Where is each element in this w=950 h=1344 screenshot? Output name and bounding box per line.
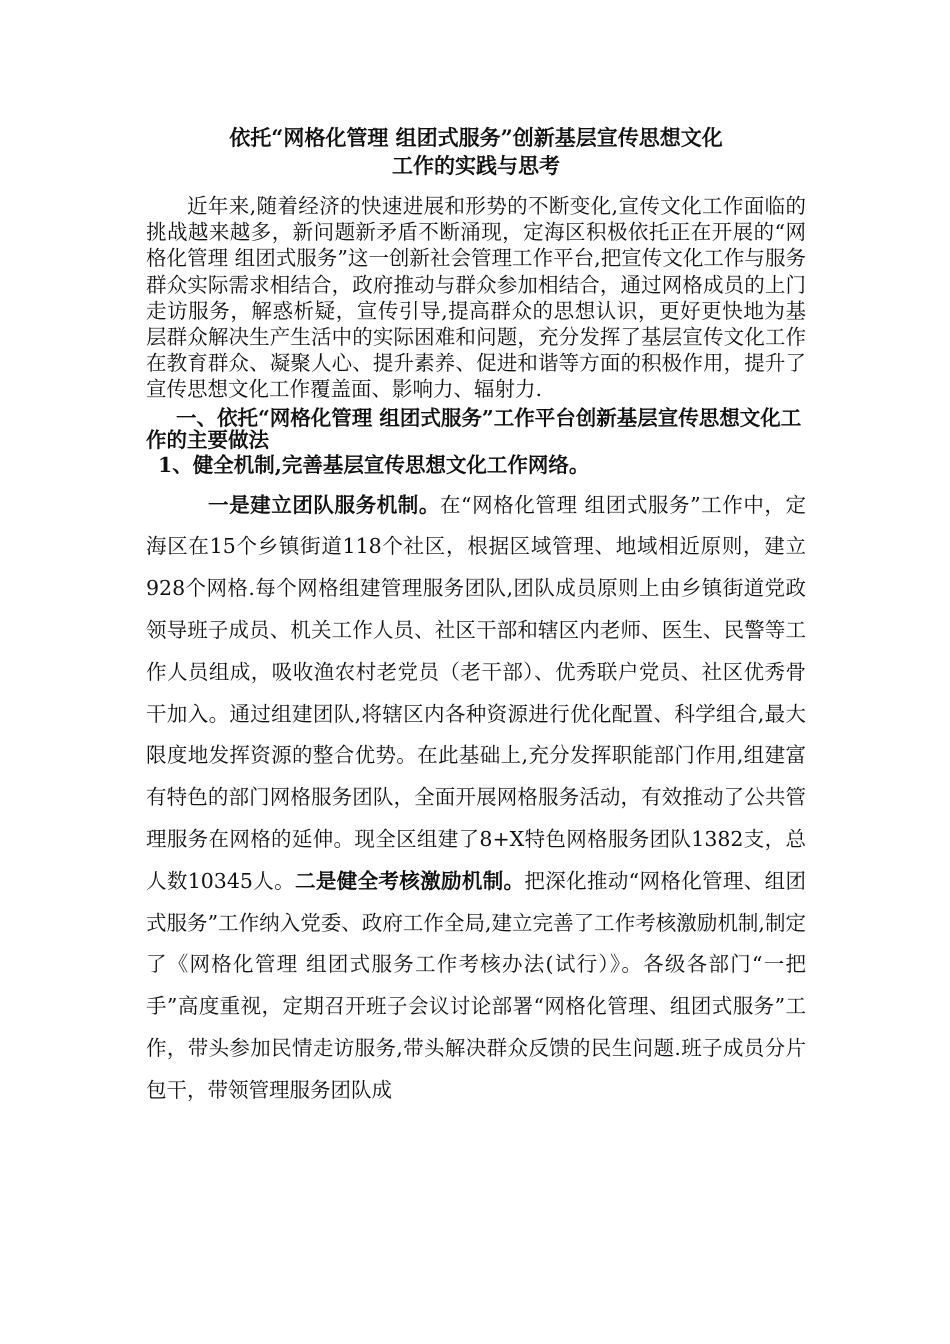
paragraph-text-1: 在“网格化管理 组团式服务”工作中，定海区在15个乡镇街道118个社区，根据区域管理、地域相近原则，建立928个网格.每个网格组建管理服务团队,团队成员原则上由乡镇街道党政领导班子成员、机关工作人员、社区干部和辖区内老师、医生、民警等工作人员组成，吸收渔农村老党员（老干部）、优秀联户党员、社区优秀骨干加入。通过组建团队,将辖区内各种资源进行优化配置、科学组合,最大限度地发挥资源的整合优势。在此基础上,充分发挥职能部门作用,组建富有特色的部门网格服务团队，全面开展网格服务活动，有效推动了公共管理服务在网格的延伸。现全区组建了8+X特色网格服务团队1382支，总人数10345人。 — [146, 492, 807, 893]
document-page — [146, 124, 806, 1112]
paragraph-text-2: 把深化推动“网格化管理、组团式服务”工作纳入党委、政府工作全局,建立完善了工作考核激励机制,制定了《网格化管理 组团式服务工作考核办法(试行）》。各级各部门“一把手”高度重视，定期召开班子会议讨论部署“网格化管理、组团式服务”工作，带头参加民情走访服务,带头解决群众反馈的民生问题.班子成员分片包干，带领管理服务团队成 — [146, 868, 807, 1102]
body-paragraph — [146, 485, 806, 1112]
paragraph-lead-2: 二是健全考核激励机制。 — [295, 868, 525, 893]
title-line-1: 依托“网格化管理 组团式服务”创新基层宣传思想文化 — [229, 125, 723, 150]
paragraph-lead-1: 一是建立团队服务机制。 — [208, 492, 440, 517]
title-line-2: 工作的实践与思考 — [392, 153, 560, 178]
document-title — [146, 124, 806, 180]
section-heading: 一、依托“网格化管理 组团式服务”工作平台创新基层宣传思想文化工作的主要做法 — [146, 405, 802, 452]
intro-paragraph: 近年来,随着经济的快速进展和形势的不断变化,宣传文化工作面临的挑战越来越多，新问题新矛盾不断涌现，定海区积极依托正在开展的“网格化管理 组团式服务”这一创新社会管理工作平台,把宣传文化工作与服务群众实际需求相结合，政府推动与群众参加相结合，通过网格成员的上门走访服务，解惑析疑，宣传引导,提高群众的思想认识，更好更快地为基层群众解决生产生活中的实际困难和问题，充分发挥了基层宣传文化工作在教育群众、凝聚人心、提升素养、促进和谐等方面的积极作用，提升了宣传思想文化工作覆盖面、影响力、辐射力. — [146, 194, 806, 402]
sub-heading: 1、健全机制,完善基层宣传思想文化工作网络。 — [158, 452, 590, 477]
